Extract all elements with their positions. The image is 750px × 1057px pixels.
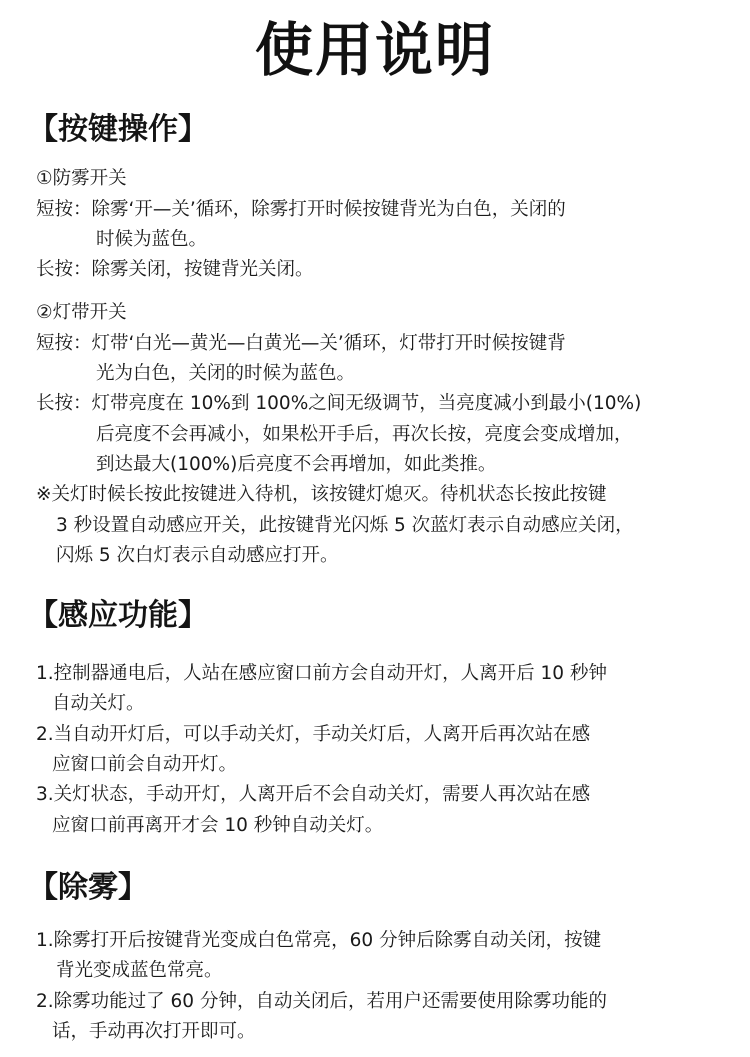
standby-note-line-cont: 闪烁 5 次白灯表示自动感应打开。: [56, 545, 339, 566]
light-long-press-line-cont: 到达最大(100%)后亮度不会再增加，如此类推。: [96, 454, 497, 475]
standby-note-line: ※关灯时候长按此按键进入待机，该按键灯熄灭。待机状态长按此按键: [36, 484, 607, 505]
defog-short-press-line: 短按：除雾‘开—关’循环，除雾打开时候按键背光为白色，关闭的: [36, 199, 566, 220]
defog-item-line: 2.除雾功能过了 60 分钟，自动关闭后，若用户还需要使用除雾功能的: [36, 991, 607, 1012]
sensing-item-line-cont: 应窗口前再离开才会 10 秒钟自动关灯。: [52, 815, 384, 836]
defog-short-press-line-cont: 时候为蓝色。: [96, 229, 208, 250]
defog-item-line-cont: 背光变成蓝色常亮。: [56, 960, 223, 981]
section-heading-sensing: 【感应功能】: [28, 598, 208, 633]
sensing-item-line: 1.控制器通电后，人站在感应窗口前方会自动开灯，人离开后 10 秒钟: [36, 663, 607, 684]
page-title: 使用说明: [254, 16, 495, 84]
sensing-item-line-cont: 应窗口前会自动开灯。: [52, 754, 238, 775]
sensing-item-line-cont: 自动关灯。: [52, 693, 145, 714]
standby-note-line-cont: 3 秒设置自动感应开关，此按键背光闪烁 5 次蓝灯表示自动感应关闭，: [56, 515, 634, 536]
defog-long-press-line: 长按：除雾关闭，按键背光关闭。: [36, 259, 314, 280]
light-short-press-line-cont: 光为白色，关闭的时候为蓝色。: [96, 363, 356, 384]
sensing-item-line: 2.当自动开灯后，可以手动关灯，手动关灯后，人离开后再次站在感: [36, 724, 591, 745]
light-long-press-line-cont: 后亮度不会再减小，如果松开手后，再次长按，亮度会变成增加，: [96, 424, 633, 445]
defog-switch-header: ①防雾开关: [36, 168, 127, 189]
defog-item-line-cont: 话，手动再次打开即可。: [52, 1021, 256, 1042]
light-long-press-line: 长按：灯带亮度在 10%到 100%之间无级调节，当亮度减小到最小(10%): [36, 393, 642, 414]
section-heading-defog: 【除雾】: [28, 870, 148, 905]
sensing-item-line: 3.关灯状态，手动开灯，人离开后不会自动关灯，需要人再次站在感: [36, 784, 591, 805]
defog-item-line: 1.除雾打开后按键背光变成白色常亮，60 分钟后除雾自动关闭，按键: [36, 930, 602, 951]
section-heading-buttons: 【按键操作】: [28, 112, 208, 147]
light-short-press-line: 短按：灯带‘白光—黄光—白黄光—关’循环，灯带打开时候按键背: [36, 333, 566, 354]
light-strip-switch-header: ②灯带开关: [36, 302, 127, 323]
